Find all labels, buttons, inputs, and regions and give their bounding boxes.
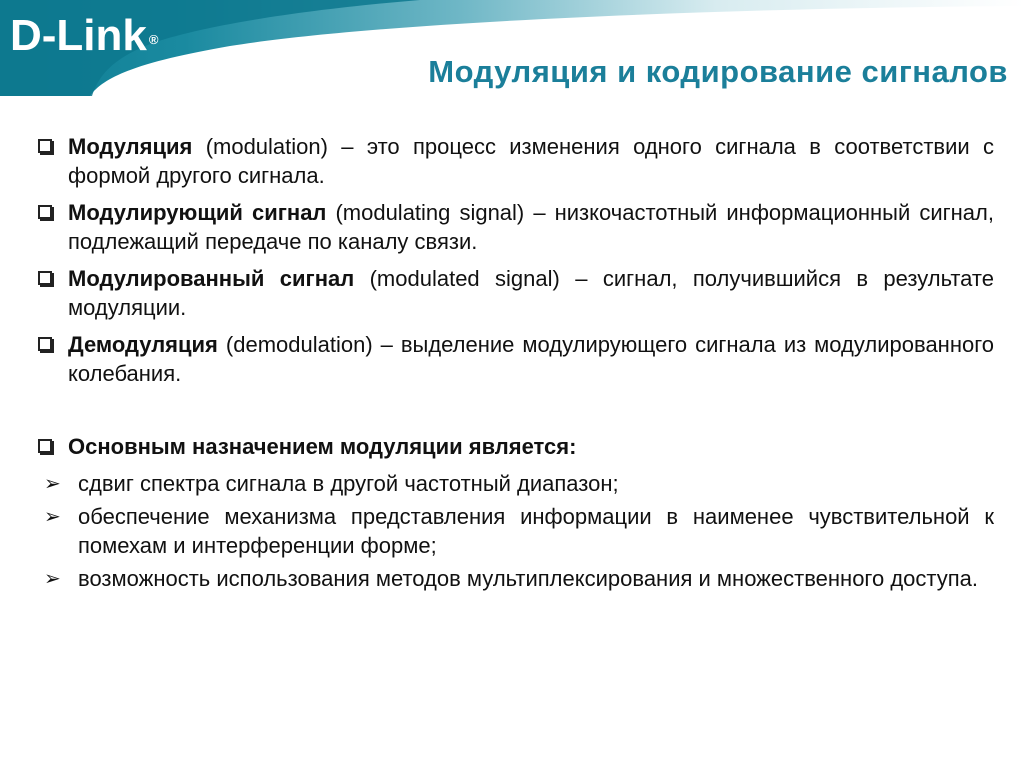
- purpose-item-text: сдвиг спектра сигнала в другой частотный диапазон;: [78, 471, 619, 496]
- logo-text: D-Link: [10, 11, 147, 60]
- square-bullet-icon: [38, 139, 52, 153]
- term-english: (modulating signal): [335, 200, 525, 225]
- purpose-list-item: [38, 564, 994, 593]
- slide-content: [38, 132, 994, 597]
- term-english: (modulation): [205, 134, 328, 159]
- square-bullet-icon: [38, 271, 52, 285]
- term: Модуляция: [68, 134, 193, 159]
- definition-item: [38, 132, 994, 190]
- purpose-heading: Основным назначением модуляции является:: [68, 434, 577, 459]
- definition-text: [68, 330, 994, 388]
- purpose-list: [8, 469, 994, 593]
- dlink-logo: [10, 10, 158, 62]
- arrow-bullet-icon: ➢: [44, 566, 61, 590]
- term: Модулированный сигнал: [68, 266, 355, 291]
- slide-title: Модуляция и кодирование сигналов: [428, 54, 1008, 89]
- definition-item: [38, 198, 994, 256]
- purpose-item: [38, 432, 994, 461]
- term: Демодуляция: [68, 332, 218, 357]
- term-definition: – сигнал, получившийся в результате модуляции.: [68, 266, 994, 320]
- term-definition: – выделение модулирующего сигнала из модулированного колебания.: [68, 332, 994, 386]
- registered-mark: ®: [148, 32, 159, 47]
- term-english: (demodulation): [225, 332, 373, 357]
- arrow-bullet-icon: ➢: [44, 504, 61, 528]
- definition-item: [38, 330, 994, 388]
- square-bullet-icon: [38, 439, 52, 453]
- term-definition: – это процесс изменения одного сигнала в соответствии с формой другого сигнала.: [68, 134, 994, 188]
- definition-text: [68, 264, 994, 322]
- square-bullet-icon: [38, 205, 52, 219]
- purpose-list-item: [38, 469, 994, 498]
- arrow-bullet-icon: ➢: [44, 471, 61, 495]
- term-english: (modulated signal): [369, 266, 560, 291]
- definition-text: [68, 132, 994, 190]
- purpose-item-text: возможность использования методов мультиплексирования и множественного доступа.: [78, 566, 978, 591]
- definition-text: [68, 198, 994, 256]
- term: Модулирующий сигнал: [68, 200, 327, 225]
- square-bullet-icon: [38, 337, 52, 351]
- purpose-list-item: [38, 502, 994, 560]
- purpose-item-text: обеспечение механизма представления информации в наименее чувствительной к помехам и интерференции форме;: [78, 504, 994, 558]
- term-definition: – низкочастотный информационный сигнал, подлежащий передаче по каналу связи.: [68, 200, 994, 254]
- definition-item: [38, 264, 994, 322]
